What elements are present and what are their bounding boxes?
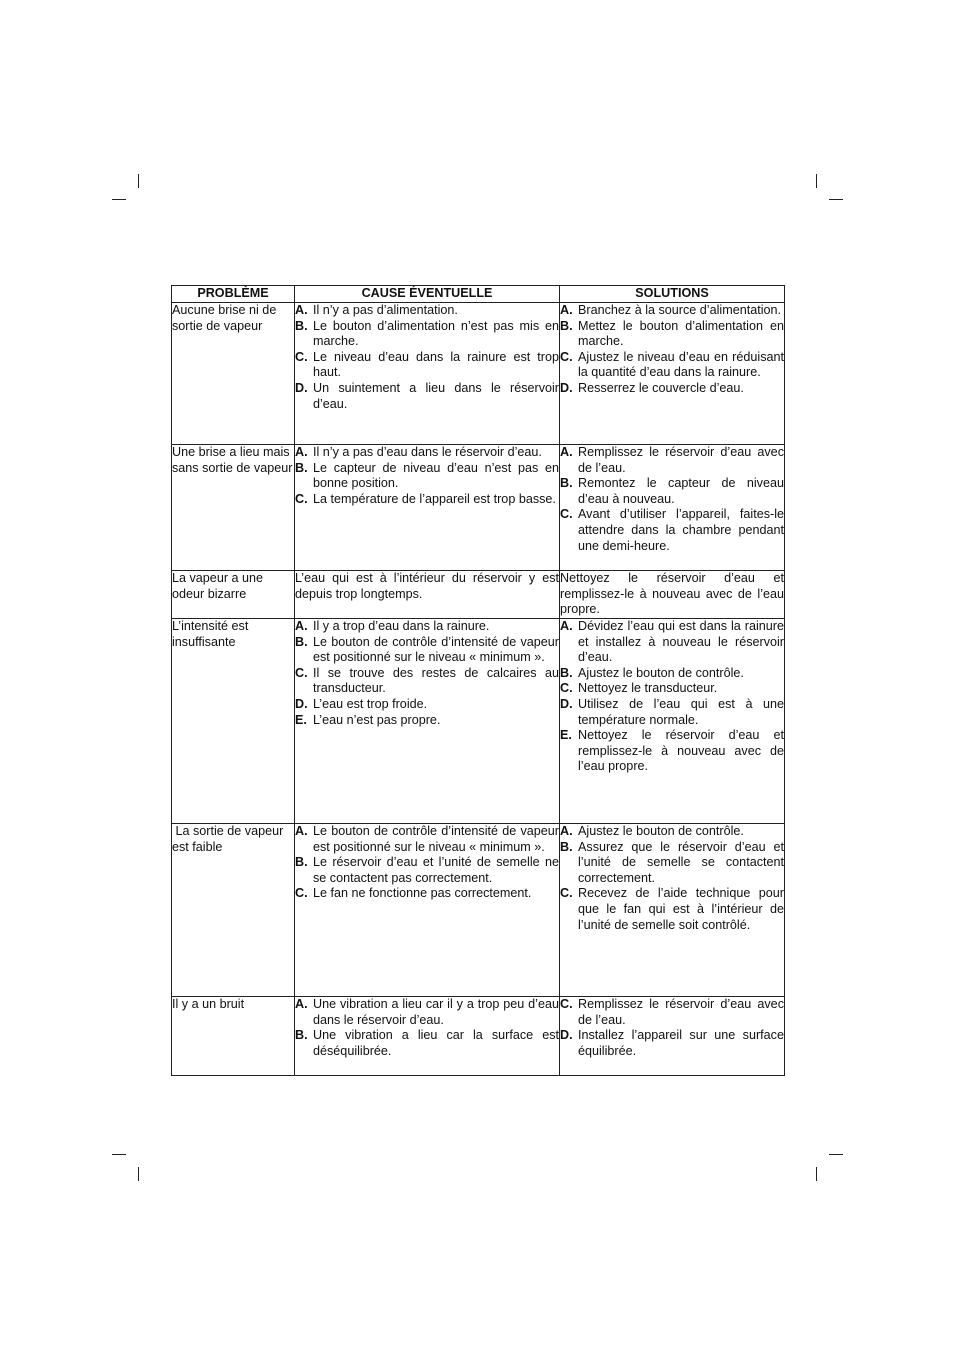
solution-cell: [560, 619, 785, 824]
solution-item: C. Recevez de l’aide technique pour que le fan qui est à l’intérieur de l’unité de semelle soit contrôlé.: [560, 886, 784, 932]
table-row: [172, 824, 785, 997]
table-header-row: [172, 286, 785, 303]
cause-item: B. Une vibration a lieu car la surface est déséquilibrée.: [295, 1028, 559, 1058]
crop-mark-bottom-right-vertical: [816, 1167, 817, 1181]
solution-item: C. Nettoyez le transducteur.: [560, 681, 718, 696]
solution-item: D. Resserrez le couvercle d’eau.: [560, 380, 744, 395]
table-row: [172, 303, 785, 445]
solution-item: B. Assurez que le réservoir d’eau et l’unité de semelle se contactent correctement.: [560, 839, 784, 885]
cause-item: A. Le bouton de contrôle d’intensité de vapeur est positionné sur le niveau « minimum ».: [295, 824, 559, 854]
header-cause: CAUSE ÉVENTUELLE: [295, 286, 560, 303]
problem-cell: La vapeur a une odeur bizarre: [172, 571, 295, 619]
problem-cell: La sortie de vapeur est faible: [172, 824, 295, 997]
cause-cell: [295, 997, 560, 1076]
solution-item: A. Remplissez le réservoir d’eau avec de l’eau.: [560, 445, 784, 475]
solution-cell: [560, 445, 785, 571]
solution-cell: [560, 303, 785, 445]
solution-item: B. Mettez le bouton d’alimentation en marche.: [560, 318, 784, 349]
solution-item: A. Ajustez le bouton de contrôle.: [560, 824, 744, 838]
cause-item: B. Le capteur de niveau d’eau n’est pas en bonne position.: [295, 460, 559, 491]
problem-cell: Aucune brise ni de sortie de vapeur: [172, 303, 295, 445]
solution-item: B. Remontez le capteur de niveau d’eau à nouveau.: [560, 476, 784, 506]
problem-cell: Il y a un bruit: [172, 997, 295, 1076]
solution-item: A. Branchez à la source d’alimentation.: [560, 303, 782, 317]
header-solutions: SOLUTIONS: [560, 286, 785, 303]
table-row: [172, 619, 785, 824]
cause-item: A. Une vibration a lieu car il y a trop peu d’eau dans le réservoir d’eau.: [295, 997, 559, 1027]
solution-item: E. Nettoyez le réservoir d’eau et remplissez-le à nouveau avec de l’eau propre.: [560, 728, 784, 774]
solution-cell: [560, 997, 785, 1076]
cause-cell: [295, 303, 560, 445]
problem-cell: L’intensité est insuffisante: [172, 619, 295, 824]
solution-cell: Nettoyez le réservoir d’eau et remplissez-le à nouveau avec de l’eau propre.: [560, 571, 785, 619]
cause-item: C. Le niveau d’eau dans la rainure est trop haut.: [295, 349, 559, 380]
cause-item: C. Le fan ne fonctionne pas correctement.: [295, 886, 532, 901]
crop-mark-bottom-right-horizontal: [829, 1154, 843, 1155]
solution-item: C. Ajustez le niveau d’eau en réduisant la quantité d’eau dans la rainure.: [560, 349, 784, 380]
cause-item: B. Le réservoir d’eau et l’unité de semelle ne se contactent pas correctement.: [295, 855, 559, 885]
table-row: [172, 445, 785, 571]
troubleshooting-table: [171, 285, 785, 1076]
cause-cell: L’eau qui est à l’intérieur du réservoir y est depuis trop longtemps.: [295, 571, 560, 619]
cause-item: D. Un suintement a lieu dans le réservoir d’eau.: [295, 380, 559, 411]
cause-item: D. L’eau est trop froide.: [295, 696, 428, 711]
cause-cell: [295, 619, 560, 824]
solution-item: C. Remplissez le réservoir d’eau avec de l’eau.: [560, 997, 784, 1027]
crop-mark-top-left-vertical: [138, 174, 139, 188]
solution-cell: [560, 824, 785, 997]
cause-item: B. Le bouton d’alimentation n’est pas mis en marche.: [295, 318, 559, 349]
cause-item: C. Il se trouve des restes de calcaires au transducteur.: [295, 665, 559, 696]
solution-item: D. Utilisez de l’eau qui est à une température normale.: [560, 696, 784, 727]
crop-mark-bottom-left-vertical: [138, 1167, 139, 1181]
solution-item: A. Dévidez l’eau qui est dans la rainure et installez à nouveau le réservoir d’eau.: [560, 619, 784, 665]
table-row: [172, 997, 785, 1076]
crop-mark-top-right-horizontal: [829, 199, 843, 200]
solution-item: C. Avant d’utiliser l’appareil, faites-le attendre dans la chambre pendant une demi-heure.: [560, 507, 784, 553]
cause-item: C. La température de l’appareil est trop basse.: [295, 491, 556, 506]
header-probleme: PROBLÈME: [172, 286, 295, 303]
problem-cell: Une brise a lieu mais sans sortie de vapeur: [172, 445, 295, 571]
crop-mark-bottom-left-horizontal: [112, 1154, 126, 1155]
cause-item: A. Il y a trop d’eau dans la rainure.: [295, 619, 490, 633]
solution-item: B. Ajustez le bouton de contrôle.: [560, 665, 744, 680]
crop-mark-top-left-horizontal: [112, 199, 126, 200]
cause-cell: [295, 445, 560, 571]
cause-cell: [295, 824, 560, 997]
cause-item: A. Il n’y a pas d’alimentation.: [295, 303, 458, 317]
cause-item: A. Il n’y a pas d’eau dans le réservoir d’eau.: [295, 445, 542, 459]
table-row: [172, 571, 785, 619]
crop-mark-top-right-vertical: [816, 174, 817, 188]
cause-item: B. Le bouton de contrôle d’intensité de vapeur est positionné sur le niveau « minimum ».: [295, 634, 559, 665]
solution-item: D. Installez l’appareil sur une surface équilibrée.: [560, 1028, 784, 1058]
cause-item: E. L’eau n’est pas propre.: [295, 712, 441, 727]
